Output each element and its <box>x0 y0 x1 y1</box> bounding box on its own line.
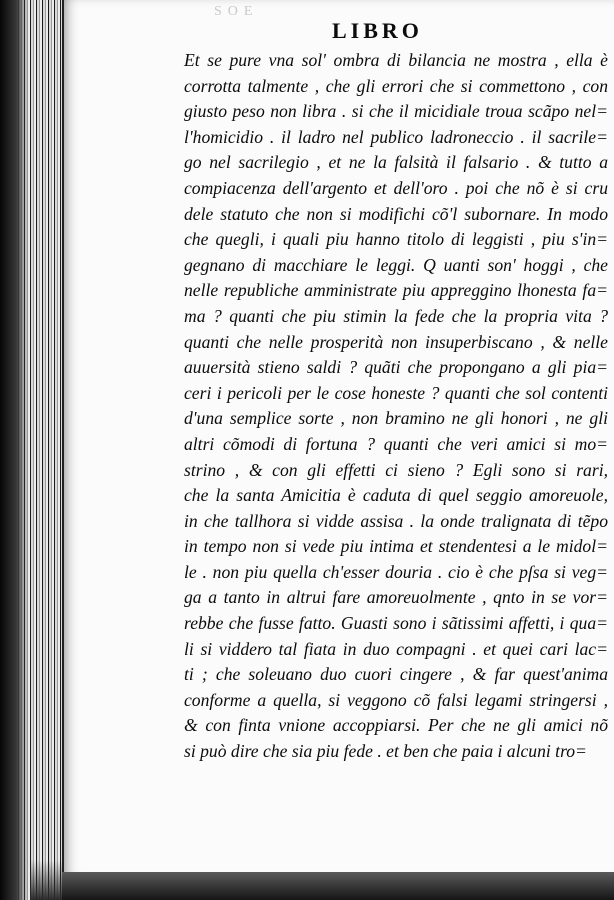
text-line: ma ? quanti che piu stimin la fede che la propria vita ? <box>184 305 608 326</box>
text-line: rebbe che fusse fatto. Guasti sono i sãtissimi affetti, i qua= <box>184 613 608 634</box>
text-line: le . non piu quella ch'esser douria . cio è che pſsa si veg= <box>184 561 608 582</box>
bleed-through-mark: SOE <box>214 4 259 19</box>
text-line: gegnano di macchiare le leggi. Q uanti son' hoggi , che <box>184 254 608 275</box>
text-line: che quegli, i quali piu hanno titolo di leggisti , piu s'in= <box>184 229 608 250</box>
text-line: in che tallhora si vidde assisa . la onde tralignata di tẽpo <box>184 510 608 531</box>
text-line: conforme a quella, si veggono cõ falsi legami stringersi , <box>184 689 608 710</box>
text-line: si può dire che sia piu fede . et ben che paia i alcuni tro= <box>184 741 587 762</box>
page-edges <box>0 0 70 900</box>
text-block <box>184 48 608 765</box>
text-line: altri cõmodi di fortuna ? quanti che veri amici si mo= <box>184 433 608 454</box>
text-line: auuersità stieno saldi ? quãti che propongano a gli pia= <box>184 357 608 378</box>
text-line: nelle republiche amministrate piu appreggino lhonesta fa= <box>184 280 608 301</box>
text-line: ga a tanto in altrui fare amoreuolmente , qnto in se vor= <box>184 587 608 608</box>
text-line: giusto peso non libra . si che il micidiale troua scãpo nel= <box>184 101 608 122</box>
text-line: quanti che nelle prosperità non insuperbiscano , & nelle <box>184 331 608 352</box>
text-line: corrotta talmente , che gli errori che si commettono , con <box>184 75 608 96</box>
text-line: & con finta vnione accoppiarsi. Per che ne gli amici nõ <box>184 715 608 736</box>
text-line: ceri i pericoli per le cose honeste ? quanti che sol contenti <box>184 382 608 403</box>
text-line: compiacenza dell'argento et dell'oro . poi che nõ è si cru <box>184 177 608 198</box>
text-line: go nel sacrilegio , et ne la falsità il falsario . & tutto a <box>184 152 608 173</box>
page-bottom-shadow <box>62 872 614 900</box>
text-line: li si viddero tal fiata in duo compagni . et quei cari lac= <box>184 638 608 659</box>
text-line: ti ; che soleuano duo cuori cingere , & far quest'anima <box>184 664 608 685</box>
text-line: Et se pure vna sol' ombra di bilancia ne mostra , ella è <box>184 50 608 70</box>
text-line: in tempo non si vede piu intima et stendentesi a le midol= <box>184 536 608 557</box>
running-head: LIBRO <box>332 18 423 43</box>
text-line: d'una semplice sorte , non bramino ne gli honori , ne gli <box>184 408 608 429</box>
text-line: che la santa Amicitia è caduta di quel seggio amoreuole, <box>184 485 608 506</box>
text-line: strino , & con gli effetti ci sieno ? Egli sono si rari, <box>184 459 608 480</box>
text-line: dele statuto che non si modifichi cõ'l subornare. In modo <box>184 203 608 224</box>
text-line: l'homicidio . il ladro nel publico ladroneccio . il sacrile= <box>184 126 608 147</box>
